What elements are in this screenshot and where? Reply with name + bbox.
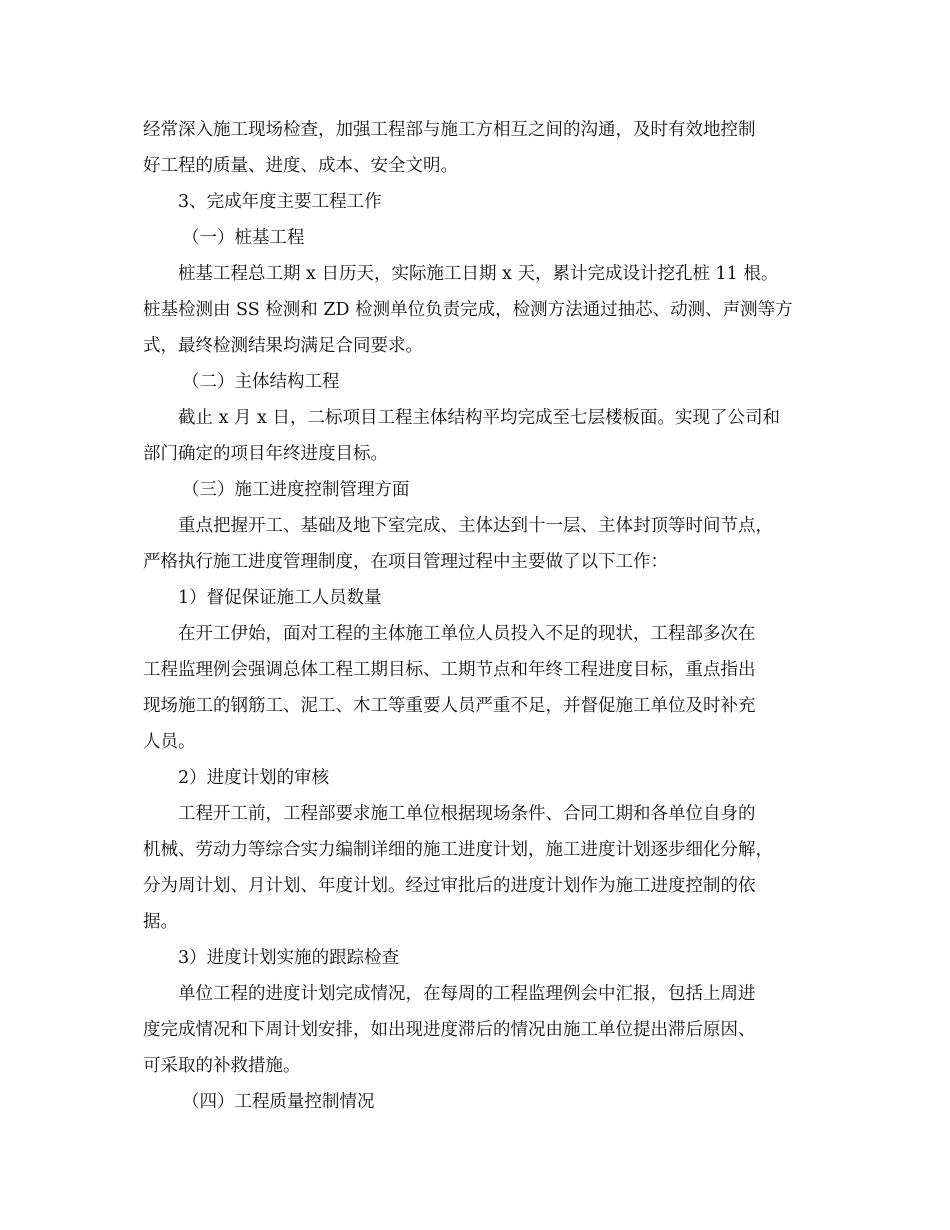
paragraph-line: 现场施工的钢筋工、泥工、木工等重要人员严重不足，并督促施工单位及时补充 [143,696,756,716]
item-heading: 3）进度计划实施的跟踪检查 [178,948,400,968]
paragraph-line: 经常深入施工现场检查，加强工程部与施工方相互之间的沟通，及时有效地控制 [143,120,756,140]
paragraph-line: 式，最终检测结果均满足合同要求。 [143,336,423,356]
item-heading: 2）进度计划的审核 [178,768,330,788]
paragraph-line: 截止 x 月 x 日，二标项目工程主体结构平均完成至七层楼板面。实现了公司和 [178,408,780,428]
paragraph-line: 据。 [143,912,178,932]
paragraph-line: 部门确定的项目年终进度目标。 [143,444,388,464]
paragraph-line: 分为周计划、月计划、年度计划。经过审批后的进度计划作为施工进度控制的依 [143,876,756,896]
section-heading: 3、完成年度主要工程工作 [178,192,382,212]
subsection-heading: （四）工程质量控制情况 [182,1092,375,1112]
paragraph-line: 工程监理例会强调总体工程工期目标、工期节点和年终工程进度目标，重点指出 [143,660,756,680]
item-heading: 1）督促保证施工人员数量 [178,588,382,608]
subsection-heading: （一）桩基工程 [182,228,305,248]
paragraph-line: 桩基检测由 SS 检测和 ZD 检测单位负责完成，检测方法通过抽芯、动测、声测等方 [143,300,793,320]
paragraph-line: 在开工伊始，面对工程的主体施工单位人员投入不足的现状，工程部多次在 [178,624,756,644]
paragraph-line: 人员。 [143,732,196,752]
paragraph-line: 工程开工前，工程部要求施工单位根据现场条件、合同工期和各单位自身的 [178,804,756,824]
paragraph-line: 好工程的质量、进度、成本、安全文明。 [143,156,458,176]
subsection-heading: （二）主体结构工程 [182,372,340,392]
paragraph-line: 桩基工程总工期 x 日历天，实际施工日期 x 天，累计完成设计挖孔桩 11 根。 [178,264,779,284]
paragraph-line: 度完成情况和下周计划安排，如出现进度滞后的情况由施工单位提出滞后原因、 [143,1020,756,1040]
subsection-heading: （三）施工进度控制管理方面 [182,480,410,500]
paragraph-line: 可采取的补救措施。 [143,1056,301,1076]
paragraph-line: 单位工程的进度计划完成情况，在每周的工程监理例会中汇报，包括上周进 [178,984,756,1004]
paragraph-line: 机械、劳动力等综合实力编制详细的施工进度计划，施工进度计划逐步细化分解， [143,840,773,860]
paragraph-line: 严格执行施工进度管理制度，在项目管理过程中主要做了以下工作： [143,552,668,572]
paragraph-line: 重点把握开工、基础及地下室完成、主体达到十一层、主体封顶等时间节点， [178,516,773,536]
